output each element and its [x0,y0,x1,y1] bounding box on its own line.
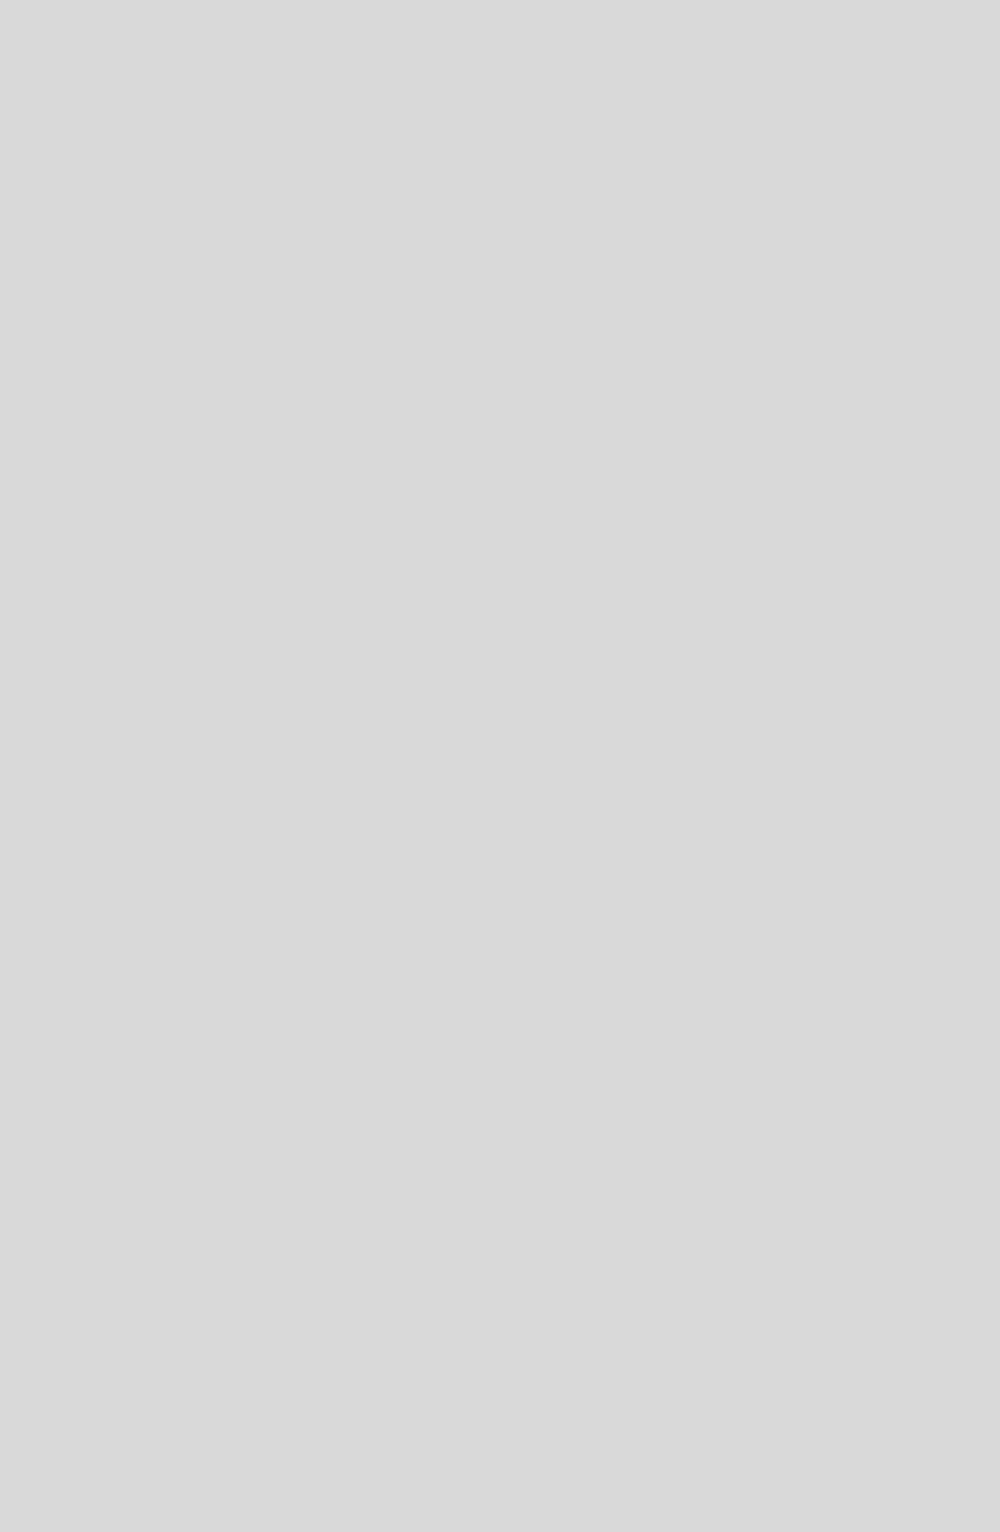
running-header [0,114,1000,144]
